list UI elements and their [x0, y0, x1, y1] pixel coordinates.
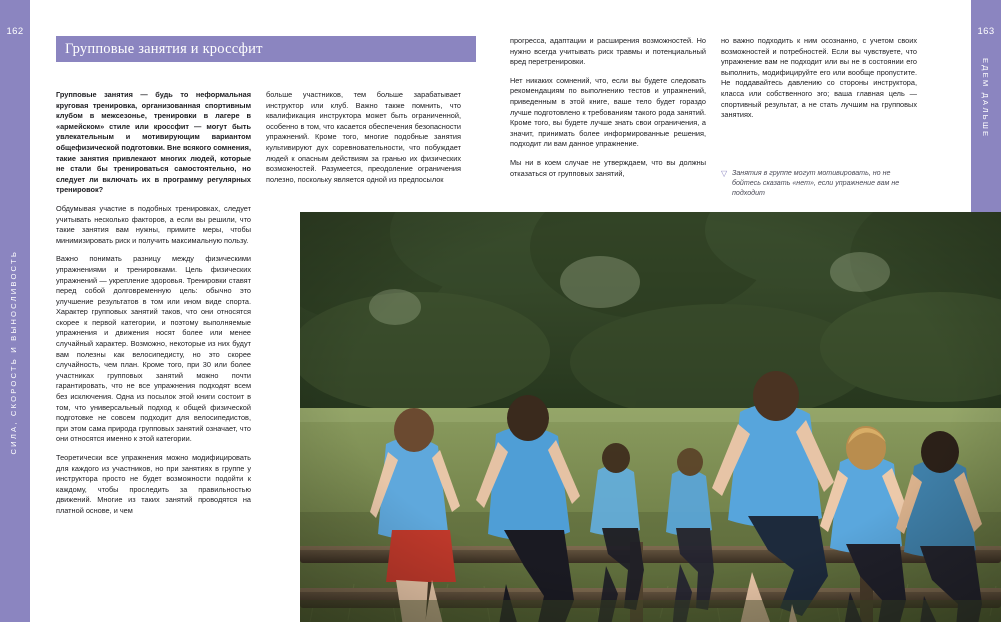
paragraph: но важно подходить к ним осознанно, с учетом своих возможностей и потребностей. Если вы чувствуете, что упражнение вам не подходит или вы не в состоянии его выполнить, модифицируйте его или вообще пропустите. Не поддавайтесь давлению со стороны инструктора, класса или собственного эго; ваша главная цель — спортивный результат, а не стать лучшим на групповых занятиях. — [721, 36, 917, 120]
photo-caption-text: Занятия в группе могут мотивировать, но не бойтесь сказать «нет», если упражнение вам не подходит — [732, 169, 900, 198]
paragraph: Мы ни в коем случае не утверждаем, что вы должны отказаться от групповых занятий, — [510, 157, 706, 178]
paragraph: Важно понимать разницу между физическими упражнениями и тренировками. Цель физических упражнений — укрепление здоровья. Тренировки ставят перед собой долговременную цель: обычно это улучшение результатов в том или ином виде спорта. Характер групповых занятий таков, что они относятся скорее к первой категории, и поэтому выполняемые упражнения и движения носят более или менее случайный характер. Возможно, некоторые из них будут вам полезны как велосипедисту, но это скорее случайность, чем план. Кроме того, при 30 или более участниках групповых занятий можно почти гарантировать, что не все упражнения подходят всем без исключения. Одна из посылок этой книги состоит в том, что универсальный подход к общей физической подготовке не совсем подходит для велосипедистов, при этом сама природа групповых занятий означает, что они относятся именно к этой категории. — [56, 254, 251, 444]
paragraph: Обдумывая участие в подобных тренировках, следует учитывать несколько факторов, а если вы решили, что такие занятия вам нужны, примите меры, чтобы минимизировать риск и получить максимальную пользу. — [56, 203, 251, 245]
text-column-3 — [510, 36, 706, 187]
paragraph: Групповые занятия — будь то неформальная круговая тренировка, организованная спортивным клубом в межсезонье, тренировки в лагере в «армейском» стиле или кроссфит — могут быть увлекательным и мотивирующим вариантом общефизической подготовки. Вне всякого сомнения, такие занятия привлекают многих людей, которые не стали бы тренироваться самостоятельно, но следует ли включать их в программу регулярных тренировок? — [56, 90, 251, 195]
right-running-head-label: ЕДЕМ ДАЛЬШЕ — [981, 58, 990, 139]
paragraph: прогресса, адаптации и расширения возможностей. Но нужно всегда учитывать риск травмы и потенциальный вред перетренировки. — [510, 36, 706, 67]
paragraph: Теоретически все упражнения можно модифицировать для каждого из участников, но при занятиях в группе у инструктора просто не будет возможности подойти к каждому, чтобы проследить за правильностью движений. Многие из таких занятий проводятся на платной основе, и чем — [56, 453, 251, 515]
paragraph: Нет никаких сомнений, что, если вы будете следовать рекомендациям по выполнению тестов и упражнений, приведенным в этой книге, ваше тело будет гораздо лучше подготовлено к требованиям такого рода занятий. Кроме того, вы будете лучше знать свои ограничения, а значит, принимать более информированные решения, подходит ли вам данное упражнение. — [510, 75, 706, 149]
triangle-marker-icon: ▽ — [721, 169, 728, 178]
text-column-1 — [56, 90, 251, 525]
paragraph: больше участников, тем больше зарабатывает инструктор или клуб. Важно также помнить, что квалификация инструктора может быть ограниченной, особенно в том, что касается обеспечения безопасности упражнений. Кроме того, многие подобные занятия культивируют дух соревновательности, что побуждает людей к опасным действиям за гранью их физических возможностей. Разумеется, преодоление ограничения полезно, поскольку является одной из предпосылок — [266, 90, 461, 184]
page-content — [30, 0, 971, 622]
folio-right: 163 — [977, 26, 995, 37]
page-title-text: Групповые занятия и кроссфит — [65, 40, 263, 57]
left-running-head-label: СИЛА, СКОРОСТЬ И ВЫНОСЛИВОСТЬ — [9, 250, 18, 455]
text-column-2 — [266, 90, 461, 193]
folio-left: 162 — [6, 26, 24, 37]
group-workout-photo — [300, 212, 1001, 622]
page-title — [56, 36, 476, 62]
photo-caption — [721, 168, 917, 199]
left-running-head — [0, 0, 30, 622]
text-column-4 — [721, 36, 917, 129]
